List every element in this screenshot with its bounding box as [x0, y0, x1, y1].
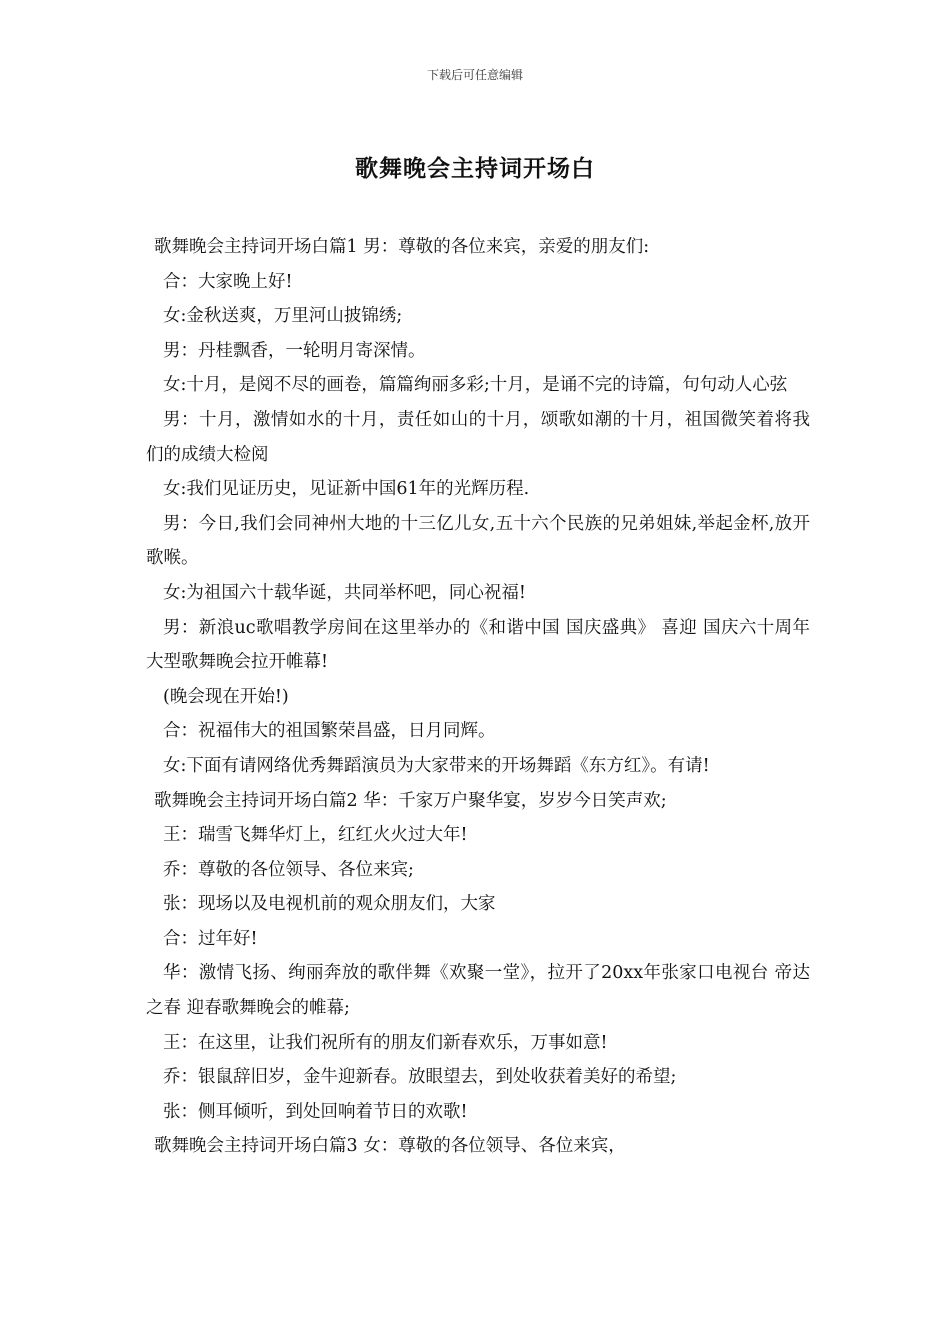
paragraph: 女:我们见证历史，见证新中国61年的光辉历程. — [163, 479, 530, 500]
paragraph: 女:下面有请网络优秀舞蹈演员为大家带来的开场舞蹈《东方红》。有请! — [163, 755, 710, 776]
paragraph: 女:十月，是阅不尽的画卷，篇篇绚丽多彩;十月，是诵不完的诗篇，句句动人心弦 — [163, 375, 788, 396]
document-title: 歌舞晚会主持词开场白 — [355, 155, 595, 182]
paragraph: 王：瑞雪飞舞华灯上，红红火火过大年! — [163, 825, 468, 846]
paragraph: 张：现场以及电视机前的观众朋友们，大家 — [163, 894, 496, 915]
paragraph: 华：激情飞扬、绚丽奔放的歌伴舞《欢聚一堂》，拉开了20xx年张家口电视台 帝达之春 迎春歌舞晚会的帷幕; — [146, 963, 810, 1019]
paragraph: 乔：尊敬的各位领导、各位来宾; — [163, 859, 414, 880]
paragraph: 张：侧耳倾听，到处回响着节日的欢歌! — [163, 1101, 468, 1122]
document-body — [146, 230, 810, 1164]
paragraph: 合：过年好! — [163, 928, 258, 949]
paragraph: 男：新浪uc歌唱教学房间在这里举办的《和谐中国 国庆盛典》 喜迎 国庆六十周年大型歌舞晚会拉开帷幕! — [146, 617, 810, 673]
paragraph: 女:为祖国六十载华诞，共同举杯吧，同心祝福! — [163, 582, 526, 603]
paragraph: 乔：银鼠辞旧岁，金牛迎新春。放眼望去，到处收获着美好的希望; — [163, 1067, 677, 1088]
paragraph: 合：大家晚上好! — [163, 271, 293, 292]
paragraph: 男：十月，激情如水的十月，责任如山的十月，颂歌如潮的十月，祖国微笑着将我们的成绩大检阅 — [146, 409, 810, 465]
paragraph: 合：祝福伟大的祖国繁荣昌盛，日月同辉。 — [163, 721, 496, 742]
paragraph: 歌舞晚会主持词开场白篇3 女：尊敬的各位领导、各位来宾， — [154, 1136, 626, 1157]
paragraph: 王：在这里，让我们祝所有的朋友们新春欢乐，万事如意! — [163, 1032, 608, 1053]
paragraph: (晚会现在开始!) — [163, 686, 289, 707]
paragraph: 男：丹桂飘香，一轮明月寄深情。 — [163, 340, 426, 361]
page-header-note: 下载后可任意编辑 — [426, 68, 523, 82]
paragraph: 歌舞晚会主持词开场白篇1 男：尊敬的各位来宾，亲爱的朋友们: — [154, 237, 650, 257]
paragraph: 女:金秋送爽，万里河山披锦绣; — [163, 306, 403, 327]
paragraph: 男：今日,我们会同神州大地的十三亿儿女,五十六个民族的兄弟姐妹,举起金杯,放开歌喉。 — [146, 513, 810, 569]
paragraph: 歌舞晚会主持词开场白篇2 华：千家万户聚华宴，岁岁今日笑声欢; — [154, 790, 667, 811]
